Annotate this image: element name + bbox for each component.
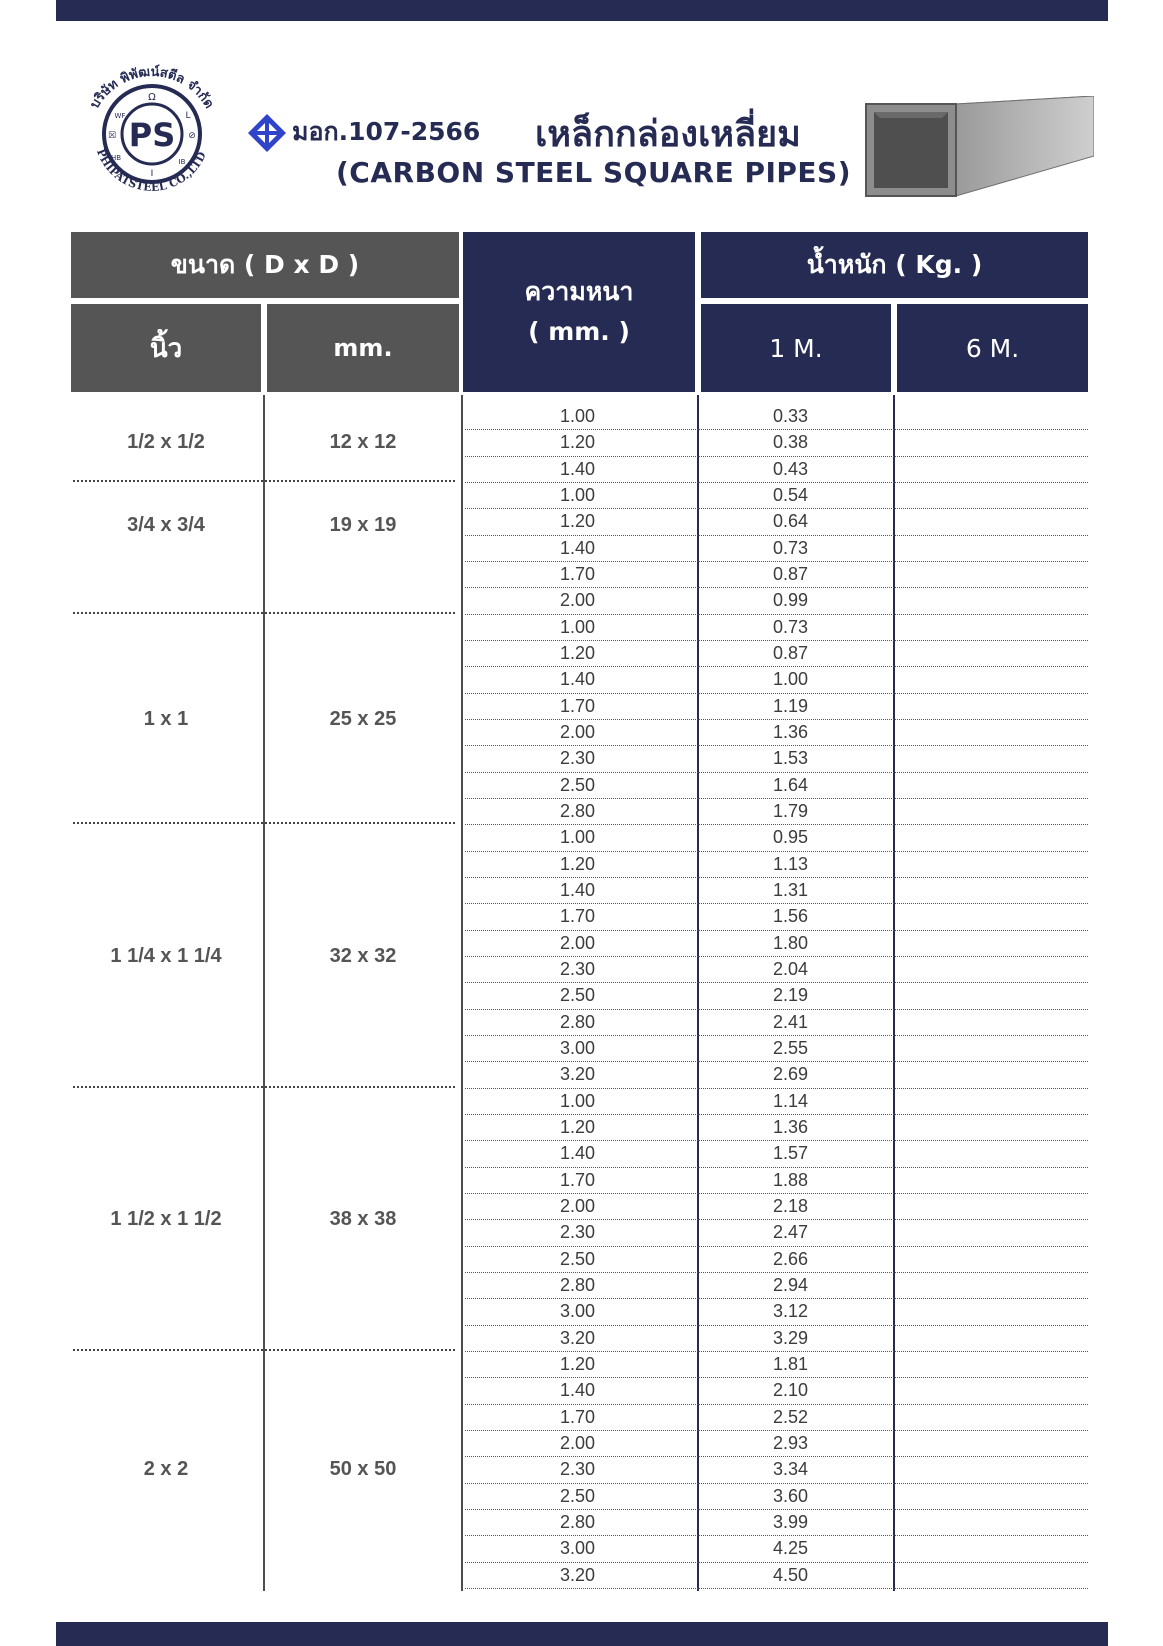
- row-divider: [465, 1061, 1088, 1062]
- weight-1m-cell: 0.54: [773, 484, 809, 505]
- row-divider: [465, 956, 1088, 957]
- weight-1m-cell: 0.43: [773, 458, 809, 479]
- row-divider: [465, 587, 1088, 588]
- thickness-cell: 2.80: [560, 800, 596, 821]
- logo-initials: PS: [128, 116, 176, 154]
- size-inch-label: 1 1/4 x 1 1/4: [110, 944, 222, 967]
- row-divider: [465, 1088, 1088, 1089]
- svg-text:L: L: [185, 111, 191, 121]
- row-divider: [465, 851, 1088, 852]
- thickness-cell: 3.00: [560, 1037, 596, 1058]
- row-divider: [465, 772, 1088, 773]
- thickness-cell: 1.40: [560, 1380, 596, 1401]
- row-divider: [465, 1272, 1088, 1273]
- weight-1m-cell: 1.81: [773, 1353, 809, 1374]
- size-mm-label: 50 x 50: [329, 1458, 397, 1481]
- thickness-cell: 3.00: [560, 1301, 596, 1322]
- thickness-cell: 1.20: [560, 432, 596, 453]
- weight-1m-cell: 2.10: [773, 1380, 809, 1401]
- header-thickness-label: ความหนา: [524, 277, 634, 306]
- weight-1m-cell: 0.99: [773, 590, 809, 611]
- weight-1m-cell: 4.25: [773, 1538, 809, 1559]
- thickness-cell: 1.40: [560, 1143, 596, 1164]
- svg-text:☒: ☒: [107, 131, 117, 141]
- row-divider: [465, 640, 1088, 641]
- row-divider: [465, 1404, 1088, 1405]
- thickness-cell: 1.40: [560, 669, 596, 690]
- thickness-cell: 1.40: [560, 879, 596, 900]
- row-divider: [465, 1535, 1088, 1536]
- size-mm-label: 25 x 25: [329, 707, 397, 730]
- row-divider: [465, 798, 1088, 799]
- size-mm-label: 19 x 19: [329, 514, 397, 537]
- weight-1m-cell: 1.14: [773, 1090, 809, 1111]
- svg-text:⊘: ⊘: [188, 131, 196, 141]
- row-divider: [465, 614, 1088, 615]
- weight-1m-cell: 3.12: [773, 1301, 809, 1322]
- row-divider: [465, 561, 1088, 562]
- thickness-cell: 2.30: [560, 958, 596, 979]
- size-mm-label: 38 x 38: [329, 1208, 397, 1231]
- weight-1m-cell: 1.64: [773, 774, 809, 795]
- size-mm-label: 12 x 12: [329, 431, 397, 454]
- row-divider: [465, 1509, 1088, 1510]
- tis-standard-mark-icon: [246, 112, 288, 154]
- thickness-cell: 2.00: [560, 1432, 596, 1453]
- column-divider-mm-thickness: [461, 395, 463, 1591]
- thickness-cell: 3.00: [560, 1538, 596, 1559]
- weight-1m-cell: 2.94: [773, 1274, 809, 1295]
- header-weight-6m-label: 6 M.: [965, 333, 1020, 363]
- thickness-cell: 1.20: [560, 511, 596, 532]
- thickness-cell: 1.00: [560, 1090, 596, 1111]
- size-inch-label: 1/2 x 1/2: [127, 431, 205, 454]
- row-divider: [465, 1483, 1088, 1484]
- weight-1m-cell: 0.38: [773, 432, 809, 453]
- standard-number: มอก.107-2566: [292, 117, 481, 146]
- weight-1m-cell: 2.04: [773, 958, 809, 979]
- row-divider: [465, 482, 1088, 483]
- header-mm: [267, 304, 459, 392]
- header-inch-label: นิ้ว: [149, 333, 183, 364]
- header-weight-1m: [701, 304, 891, 392]
- thickness-cell: 2.00: [560, 932, 596, 953]
- weight-1m-cell: 1.13: [773, 853, 809, 874]
- row-divider: [465, 1351, 1088, 1352]
- weight-1m-cell: 1.88: [773, 1169, 809, 1190]
- thickness-cell: 2.50: [560, 1485, 596, 1506]
- thickness-cell: 2.00: [560, 721, 596, 742]
- thickness-cell: 3.20: [560, 1327, 596, 1348]
- size-group-divider: [73, 822, 455, 824]
- row-divider: [465, 693, 1088, 694]
- thickness-cell: 2.30: [560, 1459, 596, 1480]
- weight-1m-cell: 2.19: [773, 985, 809, 1006]
- weight-1m-cell: 3.34: [773, 1459, 809, 1480]
- row-divider: [465, 1193, 1088, 1194]
- logo-arc-top-text: บริษัท พิพัฒน์สตีล จำกัด: [87, 64, 217, 112]
- size-group-divider: [73, 1349, 455, 1351]
- weight-1m-cell: 2.52: [773, 1406, 809, 1427]
- weight-1m-cell: 1.36: [773, 1116, 809, 1137]
- header-thickness: [463, 232, 695, 392]
- row-divider: [465, 1167, 1088, 1168]
- svg-text:I: I: [150, 169, 154, 179]
- row-divider: [465, 1298, 1088, 1299]
- header-thickness-unit: ( mm. ): [528, 317, 630, 346]
- weight-1m-cell: 1.00: [773, 669, 809, 690]
- top-banner-bar: [56, 0, 1108, 21]
- row-divider: [465, 1035, 1088, 1036]
- thickness-cell: 1.00: [560, 484, 596, 505]
- row-divider: [465, 535, 1088, 536]
- svg-text:Ω: Ω: [148, 92, 156, 103]
- row-divider: [465, 456, 1088, 457]
- size-inch-label: 1 1/2 x 1 1/2: [110, 1208, 222, 1231]
- svg-text:WF: WF: [114, 112, 126, 120]
- thickness-cell: 2.80: [560, 1274, 596, 1295]
- header-mm-label: mm.: [333, 334, 393, 362]
- column-divider-thickness-weight: [697, 395, 699, 1591]
- thickness-cell: 1.00: [560, 827, 596, 848]
- size-group-divider: [73, 1086, 455, 1088]
- row-divider: [465, 1562, 1088, 1563]
- header-weight-6m: [897, 304, 1088, 392]
- row-divider: [465, 982, 1088, 983]
- weight-1m-cell: 2.18: [773, 1195, 809, 1216]
- weight-1m-cell: 0.33: [773, 406, 809, 426]
- thickness-cell: 1.20: [560, 853, 596, 874]
- size-group-divider: [73, 480, 455, 482]
- thickness-cell: 2.00: [560, 1195, 596, 1216]
- thickness-cell: 1.40: [560, 537, 596, 558]
- thickness-cell: 1.40: [560, 458, 596, 479]
- logo-arc-bottom-text: PHIPATSTEEL CO.,LTD: [93, 147, 209, 194]
- row-divider: [465, 824, 1088, 825]
- row-divider: [465, 1456, 1088, 1457]
- row-divider: [465, 1325, 1088, 1326]
- thickness-cell: 2.80: [560, 1511, 596, 1532]
- thickness-cell: 2.50: [560, 1248, 596, 1269]
- weight-1m-cell: 2.41: [773, 1011, 809, 1032]
- row-divider: [465, 903, 1088, 904]
- thickness-cell: 1.70: [560, 695, 596, 716]
- row-divider: [465, 666, 1088, 667]
- thickness-cell: 2.00: [560, 590, 596, 611]
- column-divider-1m-6m: [893, 395, 895, 1591]
- row-divider: [465, 1140, 1088, 1141]
- weight-1m-cell: 0.87: [773, 642, 809, 663]
- weight-1m-cell: 2.93: [773, 1432, 809, 1453]
- row-divider: [465, 429, 1088, 430]
- row-divider: [465, 1430, 1088, 1431]
- weight-1m-cell: 3.99: [773, 1511, 809, 1532]
- thickness-cell: 1.70: [560, 563, 596, 584]
- title-thai: เหล็กกล่องเหลี่ยม: [535, 114, 801, 155]
- weight-1m-cell: 1.53: [773, 748, 809, 769]
- weight-1m-cell: 0.87: [773, 563, 809, 584]
- thickness-cell: 1.00: [560, 616, 596, 637]
- thickness-cell: 3.20: [560, 1564, 596, 1585]
- svg-text:HB: HB: [110, 154, 122, 162]
- row-divider: [465, 1377, 1088, 1378]
- weight-1m-cell: 1.79: [773, 800, 809, 821]
- thickness-cell: 2.80: [560, 1011, 596, 1032]
- size-inch-label: 3/4 x 3/4: [127, 514, 205, 537]
- row-divider: [465, 1009, 1088, 1010]
- weight-1m-cell: 2.47: [773, 1222, 809, 1243]
- size-mm-label: 32 x 32: [329, 944, 397, 967]
- weight-1m-cell: 1.57: [773, 1143, 809, 1164]
- thickness-cell: 2.30: [560, 748, 596, 769]
- weight-1m-cell: 1.56: [773, 906, 809, 927]
- row-divider: [465, 1588, 1088, 1589]
- weight-1m-cell: 4.50: [773, 1564, 809, 1585]
- weight-1m-cell: 1.31: [773, 879, 809, 900]
- thickness-cell: 3.20: [560, 1064, 596, 1085]
- header-inch: [71, 304, 261, 392]
- row-divider: [465, 1219, 1088, 1220]
- weight-1m-cell: 3.29: [773, 1327, 809, 1348]
- thickness-cell: 2.50: [560, 774, 596, 795]
- bottom-banner-bar: [56, 1622, 1108, 1646]
- thickness-cell: 1.70: [560, 1406, 596, 1427]
- row-divider: [465, 745, 1088, 746]
- row-divider: [465, 1246, 1088, 1247]
- company-logo: [76, 58, 228, 210]
- header-weight: [701, 232, 1088, 298]
- weight-1m-cell: 1.80: [773, 932, 809, 953]
- column-divider-inch-mm: [263, 395, 265, 1591]
- square-pipe-illustration: [862, 96, 1094, 208]
- weight-1m-cell: 1.19: [773, 695, 809, 716]
- svg-text:IB: IB: [178, 158, 186, 166]
- thickness-cell: 1.70: [560, 906, 596, 927]
- row-divider: [465, 877, 1088, 878]
- header-weight-label: น้ำหนัก ( Kg. ): [806, 250, 983, 279]
- thickness-cell: 1.20: [560, 1116, 596, 1137]
- weight-1m-cell: 0.73: [773, 537, 809, 558]
- size-group-divider: [73, 612, 455, 614]
- thickness-cell: 1.20: [560, 1353, 596, 1374]
- row-divider: [465, 930, 1088, 931]
- row-divider: [465, 1114, 1088, 1115]
- weight-1m-cell: 2.66: [773, 1248, 809, 1269]
- header-weight-1m-label: 1 M.: [769, 333, 823, 363]
- weight-1m-cell: 2.69: [773, 1064, 809, 1085]
- thickness-cell: 1.20: [560, 642, 596, 663]
- thickness-cell: 2.30: [560, 1222, 596, 1243]
- weight-1m-cell: 1.36: [773, 721, 809, 742]
- header-size-label: ขนาด ( D x D ): [170, 250, 360, 279]
- thickness-cell: 1.00: [560, 406, 596, 426]
- header-size: [71, 232, 459, 298]
- thickness-cell: 2.50: [560, 985, 596, 1006]
- weight-1m-cell: 0.64: [773, 511, 809, 532]
- weight-1m-cell: 0.95: [773, 827, 809, 848]
- weight-1m-cell: 0.73: [773, 616, 809, 637]
- row-divider: [465, 719, 1088, 720]
- size-inch-label: 1 x 1: [143, 707, 189, 730]
- title-english: (CARBON STEEL SQUARE PIPES): [336, 156, 852, 189]
- size-inch-label: 2 x 2: [143, 1458, 189, 1481]
- weight-1m-cell: 3.60: [773, 1485, 809, 1506]
- weight-1m-cell: 2.55: [773, 1037, 809, 1058]
- thickness-cell: 1.70: [560, 1169, 596, 1190]
- row-divider: [465, 508, 1088, 509]
